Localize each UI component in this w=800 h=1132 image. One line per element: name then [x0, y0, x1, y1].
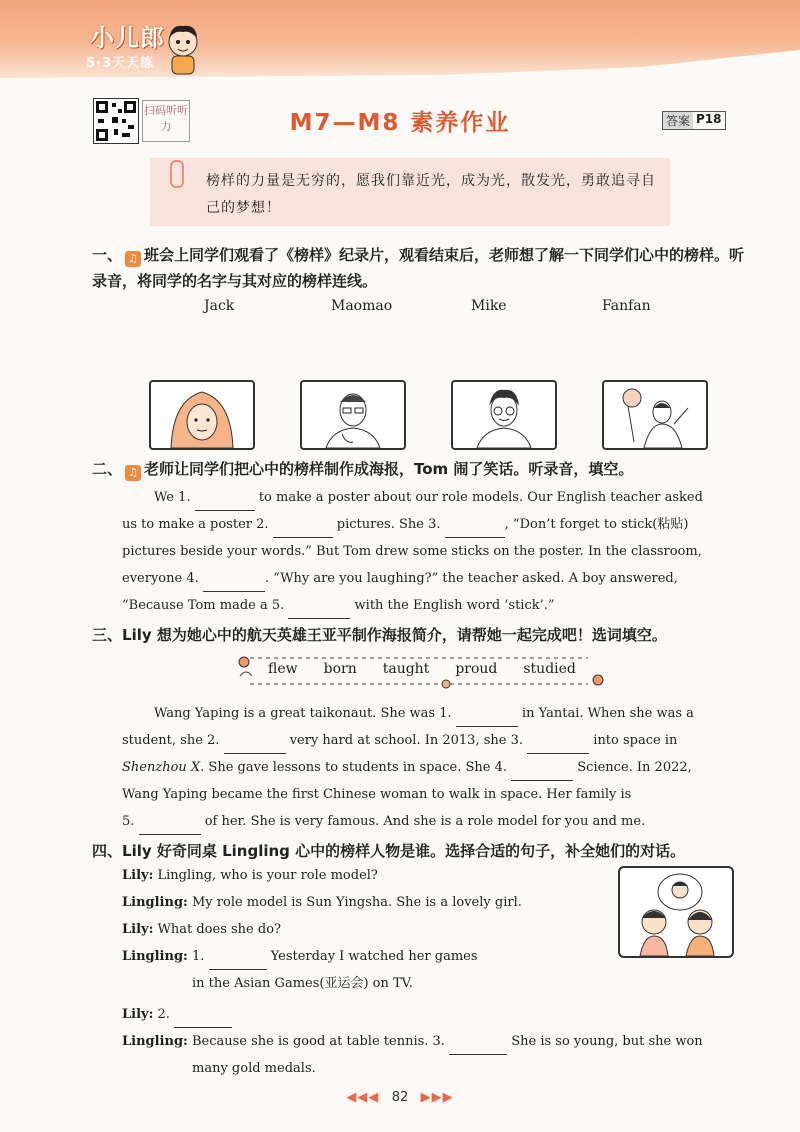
scientist-icon	[453, 382, 555, 448]
student-name[interactable]: Maomao	[331, 298, 393, 314]
dialogue-line: Lily: What does she do?	[122, 922, 281, 937]
answer-reference	[662, 111, 726, 130]
role-model-picture[interactable]	[451, 380, 557, 450]
student-name[interactable]: Jack	[204, 298, 235, 314]
blank-3[interactable]	[449, 1054, 507, 1055]
instruction-text: Lily 好奇同桌 Lingling 心中的榜样人物是谁。选择合适的句子，补全她们的对话。	[122, 842, 686, 860]
word-option[interactable]: proud	[455, 661, 498, 677]
role-model-picture[interactable]	[602, 380, 708, 450]
word-option[interactable]: studied	[523, 661, 576, 677]
instruction-text: 老师让同学们把心中的榜样制作成海报，Tom 闹了笑话。听录音，填空。	[144, 460, 634, 478]
section-number: 二、	[92, 460, 123, 478]
role-model-picture[interactable]	[300, 380, 406, 450]
doctor-icon	[302, 382, 404, 448]
dialogue-line: Lingling: 1. Yesterday I watched her games	[122, 943, 612, 970]
dialogue-line: many gold medals.	[192, 1061, 316, 1076]
quote-marker-icon	[170, 160, 184, 188]
dialogue-line: in the Asian Games(亚运会) on TV.	[192, 976, 413, 991]
dialogue-line: Lingling: Because she is good at table tennis. 3. She is so young, but she won	[122, 1028, 742, 1055]
athlete-icon	[604, 382, 706, 448]
word-bank	[268, 661, 576, 677]
blank-5[interactable]	[288, 618, 350, 619]
quote-text: 榜样的力量是无穷的，愿我们靠近光，成为光，散发光，勇敢追寻自己的梦想！	[206, 173, 656, 216]
instruction-text: 班会上同学们观看了《榜样》纪录片，观看结束后，老师想了解一下同学们心中的榜样。听录音，将同学的名字与其对应的榜样连线。	[92, 246, 745, 290]
section-4-instruction	[92, 840, 685, 861]
dialogue-line: Lily: 2.	[122, 1001, 612, 1028]
answer-page: P18	[696, 112, 722, 126]
section-1-instruction	[92, 242, 752, 294]
student-name[interactable]: Fanfan	[602, 298, 651, 314]
mascot-icon	[160, 20, 206, 76]
page-title: M7—M8 素养作业	[289, 110, 511, 136]
section-2-instruction	[92, 458, 633, 481]
brand-subtitle: 5·3天天练	[86, 56, 155, 71]
explorer-icon	[151, 382, 253, 448]
brand-logo: 小儿郎	[90, 24, 165, 52]
dialogue-line: Lingling: My role model is Sun Yingsha. She is a lovely girl.	[122, 895, 522, 910]
headphone-icon[interactable]: ♫	[125, 465, 141, 481]
role-model-picture[interactable]	[149, 380, 255, 450]
section-number: 三、	[92, 626, 123, 644]
word-option[interactable]: born	[323, 661, 357, 677]
word-option[interactable]: taught	[382, 661, 430, 677]
next-arrows-icon: ▶▶▶	[420, 1090, 454, 1105]
word-option[interactable]: flew	[268, 661, 298, 677]
section-3-passage: Wang Yaping is a great taikonaut. She was 1. in Yantai. When she was a student, she 2. very hard at school. In 2013, she 3. into space in Shenzhou X. She gave lessons to students in space. She 4. Science. In 2022, Wang Yaping became the first Chinese woman to walk in space. Her family is 5. of her. She is very famous. And she is a role model for you and me.	[122, 700, 734, 835]
headphone-icon[interactable]: ♫	[125, 251, 141, 267]
blank-5[interactable]	[139, 834, 201, 835]
page-number: 82	[391, 1090, 409, 1105]
prev-arrows-icon: ◀◀◀	[346, 1090, 380, 1105]
section-number: 四、	[92, 842, 123, 860]
dialogue-line: Lily: Lingling, who is your role model?	[122, 868, 378, 883]
section-number: 一、	[92, 246, 123, 264]
section-2-passage: We 1. to make a poster about our role models. Our English teacher asked us to make a poster 2. pictures. She 3. , “Don’t forget to stick(粘贴) pictures beside your words.” But Tom drew some sticks on the poster. In the classroom, everyone 4. . “Why are you laughing?” the teacher asked. A boy answered, “Because Tom made a 5. with the English word ‘stick’.”	[122, 484, 734, 619]
student-name[interactable]: Mike	[471, 298, 507, 314]
answer-label: 答案	[663, 112, 693, 129]
section-3-instruction	[92, 624, 667, 645]
dialogue	[122, 862, 703, 1082]
scan-listen-label: 扫码听听力	[142, 100, 190, 142]
page-footer	[0, 1090, 800, 1105]
dialogue-picture	[618, 866, 734, 958]
instruction-text: Lily 想为她心中的航天英雄王亚平制作海报简介，请帮她一起完成吧！选词填空。	[122, 626, 667, 644]
